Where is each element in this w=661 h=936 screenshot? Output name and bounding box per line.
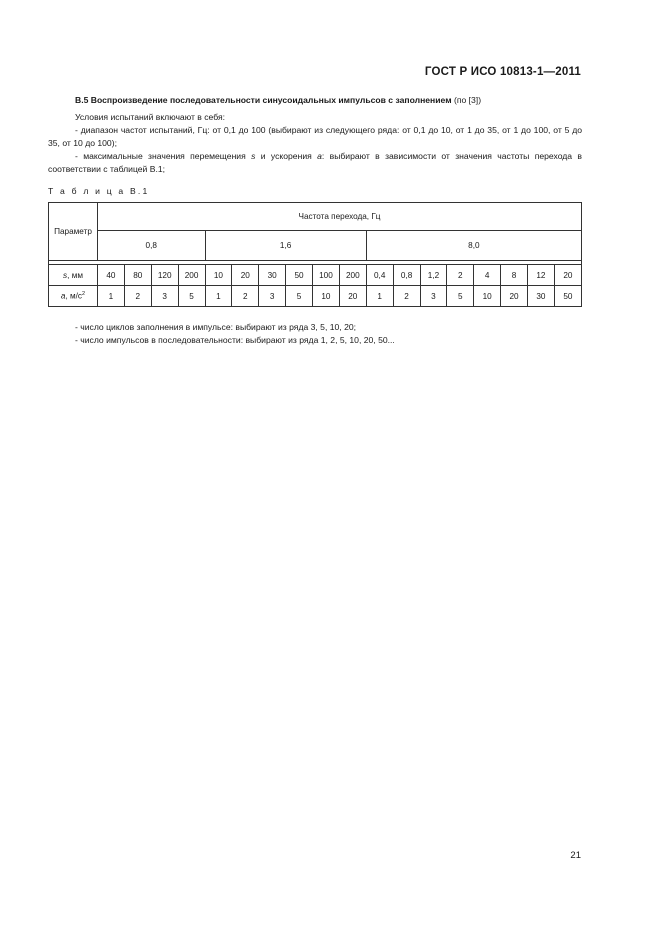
table-cell: 30 [259, 265, 286, 286]
section-reference: (по [3]) [453, 95, 482, 105]
table-cell: 12 [528, 265, 555, 286]
section-title: Воспроизведение последовательности синусоидальных импульсов с заполнением [90, 95, 452, 105]
table-cell: 10 [474, 286, 501, 307]
table-cell: 20 [501, 286, 528, 307]
table-cell: 20 [232, 265, 259, 286]
document-header: ГОСТ Р ИСО 10813-1—2011 [424, 66, 581, 78]
table-cell: 100 [313, 265, 340, 286]
table-cell: 20 [554, 265, 581, 286]
table-cell: 20 [339, 286, 366, 307]
table-cell: 10 [205, 265, 232, 286]
table-cell: 30 [528, 286, 555, 307]
table-cell: 0,4 [366, 265, 393, 286]
table-caption: Т а б л и ц а В.1 [48, 186, 150, 196]
table-cell: 50 [554, 286, 581, 307]
table-cell: 4 [474, 265, 501, 286]
table-cell: 0,8 [393, 265, 420, 286]
frequency-group-cell: 8,0 [366, 231, 581, 261]
table-cell: 2 [124, 286, 151, 307]
row-label-acceleration: a, $м/с^2$ [49, 286, 98, 307]
parameters-table [48, 202, 582, 307]
table-cell: 50 [286, 265, 313, 286]
table-row [49, 265, 582, 286]
table-cell: 5 [286, 286, 313, 307]
table-cell: 3 [259, 286, 286, 307]
conditions-item-pulses: - число импульсов в последовательности: выбирают из ряда 1, 2, 5, 10, 20, 50... [75, 335, 395, 345]
table-cell: 5 [447, 286, 474, 307]
section-body [48, 94, 582, 176]
table-row [49, 286, 582, 307]
additional-conditions [48, 321, 582, 347]
table-cell: 200 [178, 265, 205, 286]
table-cell: 120 [151, 265, 178, 286]
conditions-intro: Условия испытаний включают в себя: [75, 112, 225, 122]
table-cell: 10 [313, 286, 340, 307]
table-cell: 1 [366, 286, 393, 307]
table-cell: 1 [98, 286, 125, 307]
page-number: 21 [570, 850, 581, 861]
section-heading [48, 94, 582, 107]
table-cell: 1 [205, 286, 232, 307]
frequency-group-cell: 1,6 [205, 231, 366, 261]
param-header-cell: Параметр [49, 203, 98, 261]
conditions-item-frequency: - диапазон частот испытаний, Гц: от 0,1 до 100 (выбирают из следующего ряда: от 0,1 до 10, от 1 до 35, от 1 до 100, от 5 до 35, от 10 до 100); [48, 125, 582, 148]
frequency-header-cell: Частота перехода, Гц [98, 203, 582, 231]
table-cell: 3 [420, 286, 447, 307]
table-cell: 2 [393, 286, 420, 307]
table-cell: 2 [232, 286, 259, 307]
table-cell: 2 [447, 265, 474, 286]
table-cell: 80 [124, 265, 151, 286]
table-cell: 3 [151, 286, 178, 307]
table-cell: 1,2 [420, 265, 447, 286]
table-cell: 8 [501, 265, 528, 286]
table-cell: 5 [178, 286, 205, 307]
conditions-item-cycles: - число циклов заполнения в импульсе: выбирают из ряда 3, 5, 10, 20; [75, 322, 357, 332]
frequency-group-cell: 0,8 [98, 231, 206, 261]
conditions-item-displacement: - максимальные значения перемещения s и ускорения a: выбирают в зависимости от значения частоты перехода в соответствии с таблицей В.1; [48, 151, 582, 174]
table-cell: 40 [98, 265, 125, 286]
section-number: В.5 [75, 95, 89, 105]
table-cell: 200 [339, 265, 366, 286]
row-label-displacement: s, мм [49, 265, 98, 286]
